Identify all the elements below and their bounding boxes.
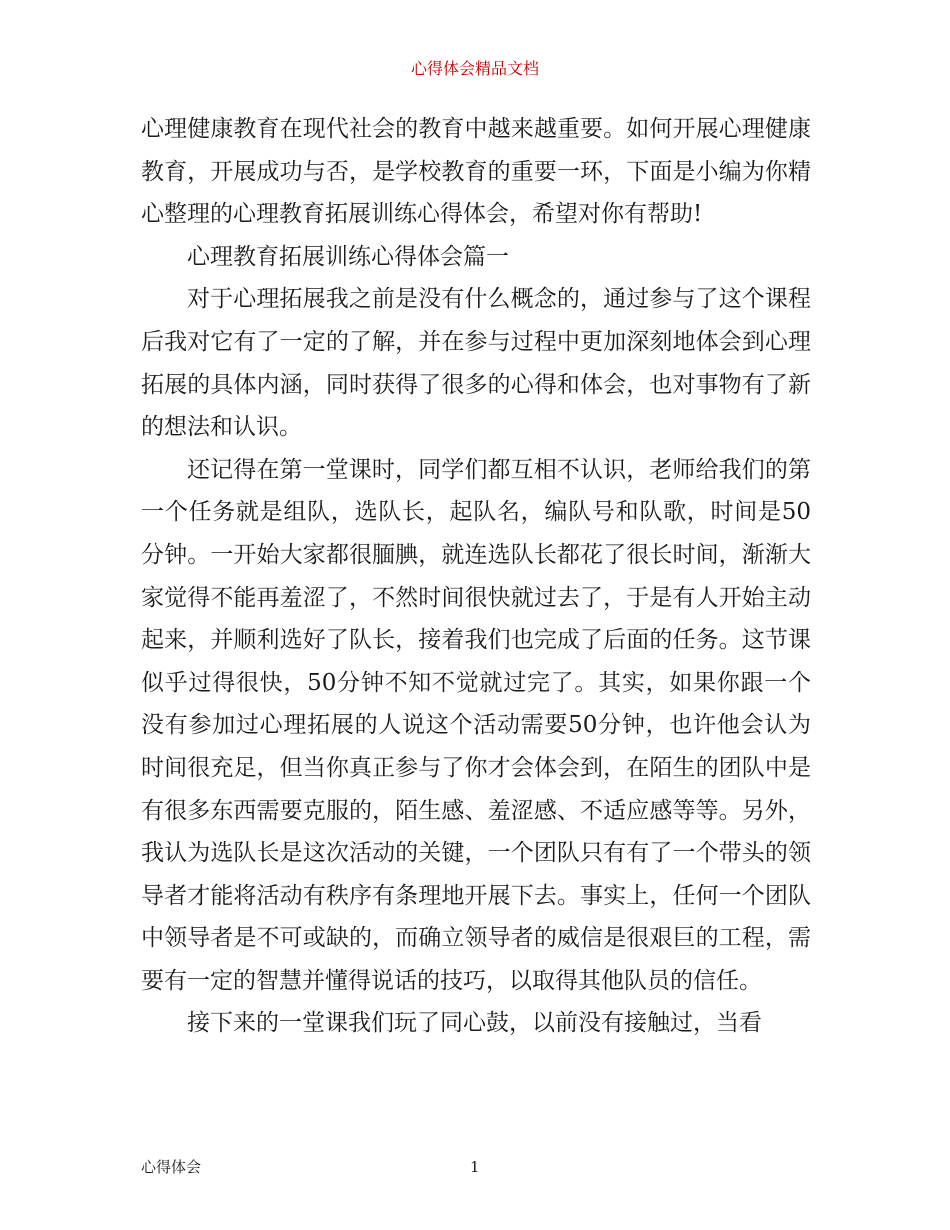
document-body	[141, 108, 811, 1045]
body-paragraph: 接下来的一堂课我们玩了同心鼓，以前没有接触过，当看	[187, 1010, 762, 1037]
body-paragraph: 还记得在第一堂课时，同学们都互相不认识，老师给我们的第一个任务就是组队，选队长，起队名，编队号和队歌，时间是50分钟。一开始大家都很腼腆，就连选队长都花了很长时间，渐渐大家觉得不能再羞涩了，不然时间很快就过去了，于是有人开始主动起来，并顺利选好了队长，接着我们也完成了后面的任务。这节课似乎过得很快，50分钟不知不觉就过完了。其实，如果你跟一个没有参加过心理拓展的人说这个活动需要50分钟，也许他会认为时间很充足，但当你真正参与了你才会体会到，在陌生的团队中是有很多东西需要克服的，陌生感、羞涩感、不适应感等等。另外，我认为选队长是这次活动的关键，一个团队只有有了一个带头的领导者才能将活动有秩序有条理地开展下去。事实上，任何一个团队中领导者是不可或缺的，而确立领导者的威信是很艰巨的工程，需要有一定的智慧并懂得说话的技巧，以取得其他队员的信任。	[141, 456, 811, 994]
intro-paragraph: 心理健康教育在现代社会的教育中越来越重要。如何开展心理健康教育，开展成功与否，是学校教育的重要一环，下面是小编为你精心整理的心理教育拓展训练心得体会，希望对你有帮助!	[141, 116, 811, 228]
document-header-title: 心得体会精品文档	[410, 59, 539, 78]
page-number: 1	[470, 1158, 480, 1176]
section-heading: 心理教育拓展训练心得体会篇一	[187, 243, 509, 270]
body-paragraph: 对于心理拓展我之前是没有什么概念的，通过参与了这个课程后我对它有了一定的了解，并在参与过程中更加深刻地体会到心理拓展的具体内涵，同时获得了很多的心得和体会，也对事物有了新的想法和认识。	[141, 286, 811, 441]
footer-label: 心得体会	[141, 1158, 202, 1176]
